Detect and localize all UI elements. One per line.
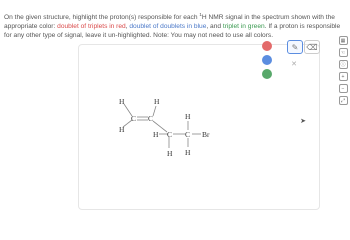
- atom-h-top-left[interactable]: H: [119, 97, 125, 106]
- atom-h-c4-bottom[interactable]: H: [185, 148, 191, 157]
- bond-c2-h: [153, 106, 156, 116]
- grid-icon[interactable]: ▦: [339, 36, 348, 45]
- green-signal-label: triplet in green: [222, 23, 265, 30]
- zoom-out-icon[interactable]: −: [339, 84, 348, 93]
- atom-c3: C: [167, 130, 173, 139]
- pencil-icon[interactable]: ✎: [287, 40, 303, 54]
- superscript-one: 1: [199, 12, 202, 17]
- atom-h-top-mid[interactable]: H: [154, 97, 160, 106]
- atom-c1: C: [131, 114, 137, 123]
- info-icon[interactable]: ⓘ: [340, 62, 346, 68]
- expand-icon[interactable]: ⤢: [339, 96, 348, 105]
- hand-icon[interactable]: ☜: [339, 48, 348, 57]
- clear-icon[interactable]: ✕: [291, 61, 297, 68]
- question-part1: On the given structure, highlight the proton(s) responsible for each: [4, 14, 200, 21]
- cursor-icon: ➤: [300, 118, 306, 125]
- atom-h-left[interactable]: H: [119, 125, 125, 134]
- blue-signal-label: doublet of doublets in blue: [129, 23, 207, 30]
- question-text: [4, 10, 344, 40]
- green-color-swatch[interactable]: [262, 69, 272, 79]
- atom-h-bottom[interactable]: H: [167, 149, 173, 158]
- atom-br: Br: [202, 130, 210, 139]
- atom-c2: C: [148, 114, 154, 123]
- red-signal-label: doublet of triplets in red: [57, 23, 126, 30]
- eraser-icon[interactable]: ⌫: [304, 40, 320, 54]
- question-part2: H NMR signal in the spectrum shown with the appropriate color:: [4, 14, 335, 30]
- atom-c4: C: [185, 130, 191, 139]
- question-part3: . If a proton is responsible for any other type of signal, leave it un-highlighted. Note: You may not need to use all colors.: [4, 23, 341, 39]
- blue-color-swatch[interactable]: [262, 55, 272, 65]
- red-color-swatch[interactable]: [262, 41, 272, 51]
- atom-h-mid[interactable]: H: [153, 130, 159, 139]
- drawing-canvas[interactable]: [78, 44, 320, 210]
- right-sidebar: [336, 36, 350, 105]
- separator-2: , and: [206, 23, 223, 30]
- molecule-structure: [79, 45, 319, 209]
- atom-h-c4-top[interactable]: H: [185, 112, 191, 121]
- separator-1: ,: [125, 23, 130, 30]
- zoom-in-icon[interactable]: +: [339, 72, 348, 81]
